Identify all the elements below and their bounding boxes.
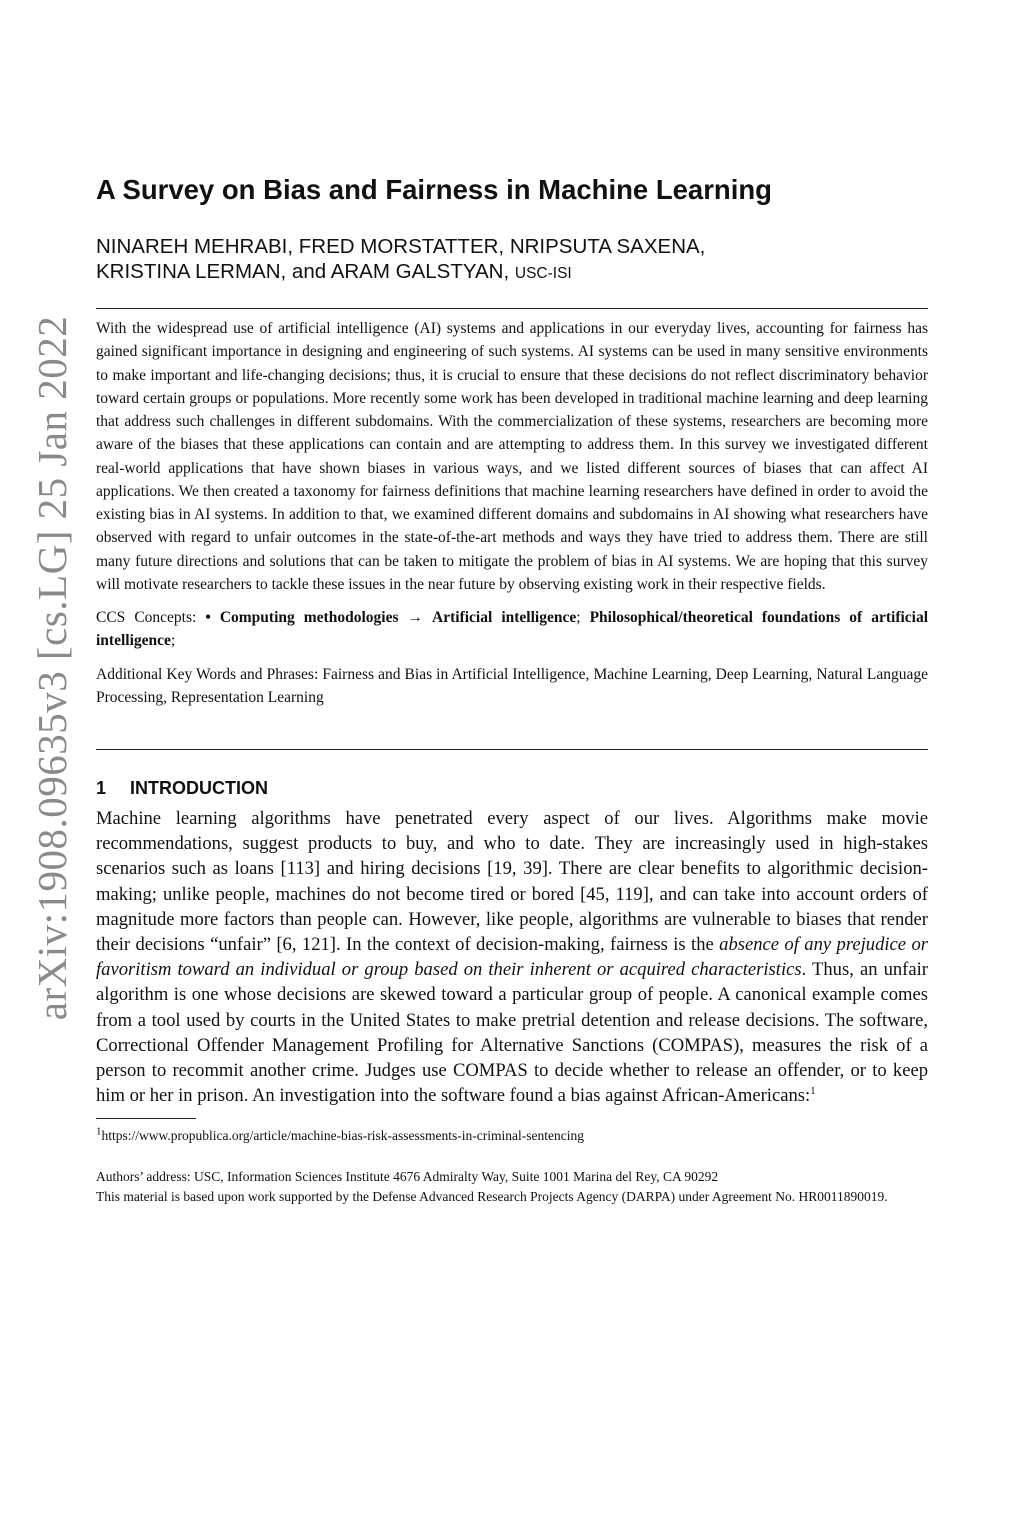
affiliation: USC-ISI [514,265,572,282]
ccs-concepts [96,606,928,653]
abstract: With the widespread use of artificial intelligence (AI) systems and applications in our everyday lives, accounting for fairness has gained significant importance in designing and engineering of such systems. AI systems can be used in many sensitive environments to make important and life-changing decisions; thus, it is crucial to ensure that these decisions do not reflect discriminatory behavior toward certain groups or populations. More recently some work has been developed in traditional machine learning and deep learning that address such challenges in different subdomains. With the commercialization of these systems, researchers are becoming more aware of the biases that these applications can contain and are attempting to address them. In this survey we investigated different real-world applications that have shown biases in various ways, and we listed different sources of biases that can affect AI applications. We then created a taxonomy for fairness definitions that machine learning researchers have defined in order to avoid the existing bias in AI systems. In addition to that, we examined different domains and subdomains in AI showing what researchers have observed with regard to unfair outcomes in the state-of-the-art methods and ways they have tried to address them. There are still many future directions and solutions that can be taken to mitigate the problem of bias in AI systems. We are hoping that this survey will motivate researchers to tackle these issues in the near future by observing existing work in their respective fields. [96,320,928,593]
intro-italic-definition: absence of any prejudice or favoritism toward an individual or group based on their inherent or acquired characteristics [96,934,928,981]
ccs-term-philosophical: Philosophical/theoretical foundations of artificial intelligence [96,609,929,650]
abstract-bottom-rule [96,749,928,750]
footnote-rule [96,1118,196,1119]
ccs-arrow: → [407,609,424,626]
author-names: KRISTINA LERMAN, and ARAM GALSTYAN, [96,260,510,283]
author-notes [96,1167,928,1206]
ccs-term-ai: Artificial intelligence [432,609,577,626]
author-line-2 [96,259,928,286]
introduction-paragraph [96,806,928,1108]
section-heading-introduction [96,776,928,800]
author-line-1: NINAREH MEHRABI, FRED MORSTATTER, NRIPSUTA SAXENA, [96,235,706,258]
authors-address: Authors’ address: USC, Information Sciences Institute 4676 Admiralty Way, Suite 1001 Marina del Rey, CA 90292 [96,1169,719,1185]
ccs-end: ; [170,632,176,650]
arxiv-identifier: arXiv:1908.09635v3 [cs.LG] 25 Jan 2022 [29,315,75,1021]
ccs-bullet: • [205,609,211,626]
funding-note: This material is based upon work supported by the Defense Advanced Research Projects Agency (DARPA) under Agreement No. HR0011890019. [96,1188,888,1204]
paper-title: A Survey on Bias and Fairness in Machine Learning [96,174,772,205]
footnote [96,1127,928,1145]
intro-text-1: Machine learning algorithms have penetrated every aspect of our lives. Algorithms make movie recommendations, suggest products to buy, and who to date. They are increasingly used in high-stakes scenarios such as loans [113] and hiring decisions [19, 39]. There are clear benefits to algorithmic decision-making; unlike people, machines do not become tired or bored [45, 119], and can take into account orders of magnitude more factors than people can. However, like people, algorithms are vulnerable to biases that render their decisions “unfair” [6, 121]. In the context of decision-making, fairness is the [96,808,928,956]
footnote-reference: 1 [810,1085,816,1098]
paper-first-page [96,170,928,1206]
author-block [96,234,928,286]
abstract-top-rule [96,308,928,309]
footnote-url[interactable]: https://www.propublica.org/article/machine-bias-risk-assessments-in-criminal-sentencing [101,1128,584,1144]
keywords: Additional Key Words and Phrases: Fairness and Bias in Artificial Intelligence, Machine Learning, Deep Learning, Natural Language Processing, Representation Learning [96,665,928,706]
intro-text-2: . Thus, an unfair algorithm is one whose decisions are skewed toward a particular group of people. A canonical example comes from a tool used by courts in the United States to make pretrial detention and release decisions. The software, Correctional Offender Management Profiling for Alternative Sanctions (COMPAS), measures the risk of a person to recommit another crime. Judges use COMPAS to decide whether to release an offender, or to keep him or her in prison. An investigation into the software found a bias against African-Americans: [96,959,928,1107]
section-number: 1 [96,778,107,798]
ccs-term-computing: Computing methodologies [219,609,399,626]
section-title: INTRODUCTION [130,778,268,798]
ccs-separator: ; [576,609,581,626]
ccs-label: CCS Concepts: [96,609,197,626]
footnote-mark: 1 [96,1125,102,1138]
